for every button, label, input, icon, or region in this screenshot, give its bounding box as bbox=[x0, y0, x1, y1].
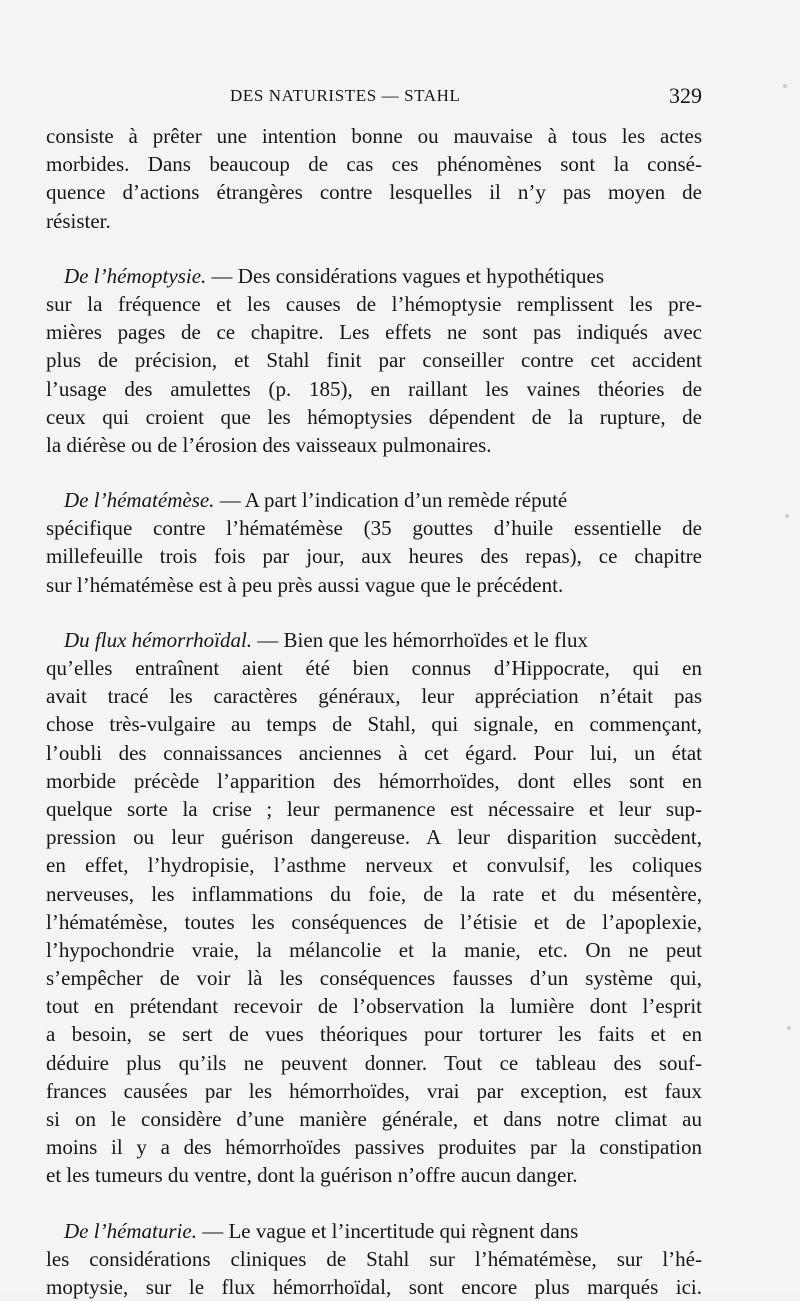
text-line: l’hématémèse, toutes les conséquences de l’étisie et de l’apoplexie, bbox=[46, 909, 702, 934]
text-line: frances causées par les hémorrhoïdes, vrai par exception, est faux bbox=[46, 1078, 702, 1103]
text-line: l’hypochondrie vraie, la mélancolie et la manie, etc. On ne peut bbox=[46, 937, 702, 962]
text-line: mières pages de ce chapitre. Les effets ne sont pas indiqués avec bbox=[46, 320, 702, 345]
text-line: consiste à prêter une intention bonne ou mauvaise à tous les actes bbox=[46, 124, 702, 148]
section-line-flux-hemorrhoidal bbox=[46, 626, 702, 654]
text-line: a besoin, se sert de vues théoriques pour torturer les faits et en bbox=[46, 1022, 702, 1047]
text-line: l’oubli des connaissances anciennes à cet égard. Pour lui, un état bbox=[46, 740, 702, 765]
text-fragment: — Des considérations vagues et hypothétiques bbox=[206, 263, 605, 288]
page-header bbox=[46, 83, 702, 114]
section-heading: De l’hématémèse. bbox=[64, 488, 215, 513]
text-line: spécifique contre l’hématémèse (35 gouttes d’huile essentielle de bbox=[46, 516, 702, 541]
text-line: quelque sorte la crise ; leur permanence est nécessaire et leur sup- bbox=[46, 796, 702, 821]
text-line: la diérèse ou de l’érosion des vaisseaux pulmonaires. bbox=[46, 432, 492, 457]
paper-speck bbox=[783, 84, 787, 88]
section-line-hemoptysie bbox=[46, 262, 702, 290]
section-heading: De l’hémoptysie. bbox=[64, 263, 207, 288]
text-line: et les tumeurs du ventre, dont la guérison n’offre aucun danger. bbox=[46, 1163, 578, 1188]
running-head: DES NATURISTES — STAHL bbox=[230, 86, 461, 105]
paper-speck bbox=[785, 514, 789, 518]
section-line-hematurie bbox=[46, 1217, 702, 1245]
text-line: ceux qui croient que les hémoptysies dépendent de la rupture, de bbox=[46, 404, 702, 429]
text-line: s’empêcher de voir là les conséquences fausses d’un système qui, bbox=[46, 966, 702, 991]
paper-speck bbox=[787, 1026, 791, 1030]
text-line: quence d’actions étrangères contre lesquelles il n’y pas moyen de bbox=[46, 180, 702, 205]
text-line: qu’elles entraînent aient été bien connus d’Hippocrate, qui en bbox=[46, 656, 702, 680]
text-line: nerveuses, les inflammations du foie, de la rate et du mésentère, bbox=[46, 881, 702, 906]
text-line: les considérations cliniques de Stahl sur l’hématémèse, sur l’hé- bbox=[46, 1246, 702, 1271]
text-line: morbide précède l’apparition des hémorrhoïdes, dont elles sont en bbox=[46, 768, 702, 793]
text-fragment: — Bien que les hémorrhoïdes et le flux bbox=[252, 627, 588, 652]
section-heading: De l’hématurie. bbox=[64, 1218, 197, 1243]
text-line: sur la fréquence et les causes de l’hémoptysie remplissent les pre- bbox=[46, 291, 702, 316]
text-line: millefeuille trois fois par jour, aux heures des repas), ce chapitre bbox=[46, 544, 702, 569]
text-line: moins il y a des hémorrhoïdes passives produites par la constipation bbox=[46, 1135, 702, 1160]
section-line-hematemese bbox=[46, 486, 702, 514]
page-number: 329 bbox=[669, 83, 702, 108]
text-fragment: — Le vague et l’incertitude qui règnent dans bbox=[196, 1218, 579, 1243]
text-line: l’usage des amulettes (p. 185), en raillant les vaines théories de bbox=[46, 376, 702, 401]
text-fragment: — A part l’indication d’un remède réputé bbox=[214, 488, 568, 513]
text-line: résister. bbox=[46, 208, 111, 233]
text-line: déduire plus qu’ils ne peuvent donner. Tout ce tableau des souf- bbox=[46, 1050, 702, 1075]
text-line: tout en prétendant recevoir de l’observation la lumière dont l’esprit bbox=[46, 994, 702, 1019]
text-line: chose très-vulgaire au temps de Stahl, qui signale, en commençant, bbox=[46, 712, 702, 737]
text-line: sur l’hématémèse est à peu près aussi vague que le précédent. bbox=[46, 572, 564, 597]
body-text bbox=[46, 122, 702, 1301]
text-line: morbides. Dans beaucoup de cas ces phénomènes sont la consé- bbox=[46, 152, 702, 177]
text-line: avait tracé les caractères généraux, leur appréciation n’était pas bbox=[46, 684, 702, 709]
text-line: pression ou leur guérison dangereuse. A leur disparition succèdent, bbox=[46, 825, 702, 850]
text-line: plus de précision, et Stahl finit par conseiller contre cet accident bbox=[46, 348, 702, 373]
text-line: moptysie, sur le flux hémorrhoïdal, sont encore plus marqués ici. bbox=[46, 1274, 702, 1299]
section-heading: Du flux hémorrhoïdal. bbox=[64, 627, 253, 652]
text-line: en effet, l’hydropisie, l’asthme nerveux et convulsif, les coliques bbox=[46, 853, 702, 878]
text-line: si on le considère d’une manière générale, et dans notre climat au bbox=[46, 1107, 702, 1131]
